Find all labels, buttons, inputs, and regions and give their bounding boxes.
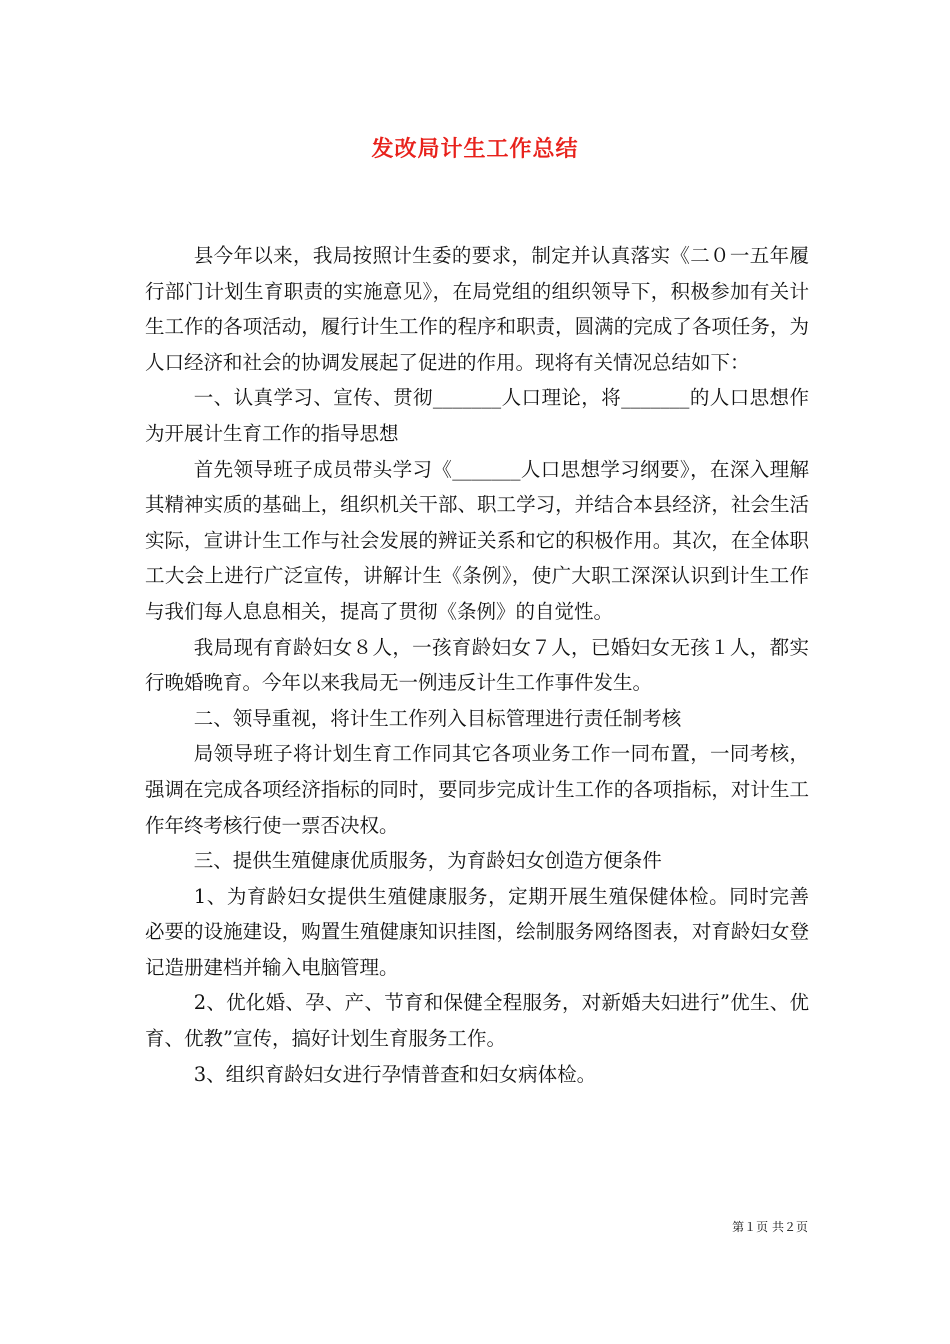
paragraph-statistics: 我局现有育龄妇女８人，一孩育龄妇女７人，已婚妇女无孩１人，都实行晚婚晚育。今年以来我局无一例违反计生工作事件发生。 <box>145 635 809 695</box>
document-body <box>145 238 809 1092</box>
page-number: 第１页 共２页 <box>732 1220 808 1234</box>
paragraph-item-2: 2、优化婚、孕、产、节育和保健全程服务，对新婚夫妇进行”优生、优育、优教”宣传，搞好计划生育服务工作。 <box>145 991 809 1051</box>
paragraph-study: 首先领导班子成员带头学习《_______人口思想学习纲要》，在深入理解其精神实质的基础上，组织机关干部、职工学习，并结合本县经济，社会生活实际，宣讲计生工作与社会发展的辨证关系和它的积极作用。其次，在全体职工大会上进行广泛宣传，讲解计生《条例》，使广大职工深深认识到计生工作与我们每人息息相关，提高了贯彻《条例》的自觉性。 <box>145 457 809 623</box>
paragraph-item-1: 1、为育龄妇女提供生殖健康服务，定期开展生殖保健体检。同时完善必要的设施建设，购置生殖健康知识挂图，绘制服务网络图表，对育龄妇女登记造册建档并输入电脑管理。 <box>145 884 809 979</box>
section-heading-3: 三、提供生殖健康优质服务，为育龄妇女创造方便条件 <box>193 849 662 873</box>
paragraph-item-3: 3、组织育龄妇女进行孕情普查和妇女病体检。 <box>193 1062 597 1086</box>
paragraph-intro: 县今年以来，我局按照计生委的要求，制定并认真落实《二０一五年履行部门计划生育职责的实施意见》，在局党组的组织领导下，积极参加有关计生工作的各项活动，履行计生工作的程序和职责，圆满的完成了各项任务，为人口经济和社会的协调发展起了促进的作用。现将有关情况总结如下： <box>145 244 809 374</box>
section-heading-2: 二、领导重视，将计生工作列入目标管理进行责任制考核 <box>193 706 682 730</box>
section-heading-1: 一、认真学习、宣传、贯彻_______人口理论，将_______的人口思想作为开展计生育工作的指导思想 <box>145 386 809 445</box>
document-title: 发改局计生工作总结 <box>371 136 579 162</box>
paragraph-leadership: 局领导班子将计划生育工作同其它各项业务工作一同布置，一同考核，强调在完成各项经济指标的同时，要同步完成计生工作的各项指标，对计生工作年终考核行使一票否决权。 <box>145 742 809 837</box>
